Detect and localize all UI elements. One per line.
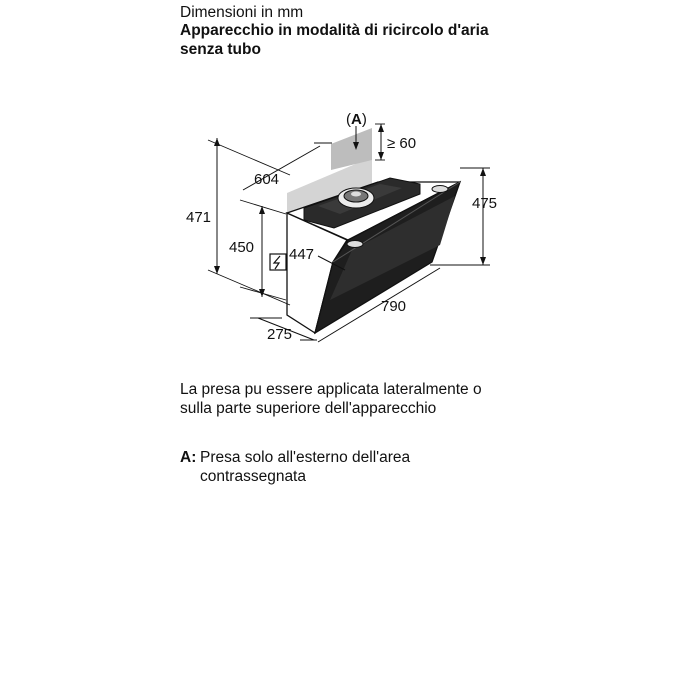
units-caption: Dimensioni in mm	[180, 4, 304, 21]
callout-a: (A)	[346, 111, 367, 128]
socket-note-line1: La presa pu essere applicata lateralmente o	[180, 381, 482, 398]
top-clip	[432, 186, 448, 193]
mode-title-line2: senza tubo	[180, 41, 261, 58]
mode-title	[180, 21, 680, 59]
legend-text-line1: Presa solo all'esterno dell'area	[200, 449, 411, 466]
legend-key: A:	[180, 449, 197, 466]
dim-depth-side: 447	[289, 246, 315, 263]
legend	[180, 448, 680, 486]
dim-height-total: 471	[186, 209, 212, 226]
mode-title-line1: Apparecchio in modalità di ricircolo d'aria	[180, 22, 489, 39]
dim-depth-bottom: 275	[267, 326, 293, 343]
dim-width-top: 604	[254, 171, 280, 188]
dim-height-right: 475	[472, 195, 498, 212]
dim-clearance: ≥ 60	[387, 135, 417, 152]
fan-icon	[338, 188, 374, 208]
socket-note-line2: sulla parte superiore dell'apparecchio	[180, 400, 437, 417]
dim-length-front: 790	[381, 298, 407, 315]
front-clip	[347, 241, 363, 248]
legend-text-line2: contrassegnata	[200, 468, 306, 485]
legend-row-a	[180, 448, 680, 486]
socket-note	[180, 380, 680, 418]
legend-text	[200, 448, 410, 486]
power-socket-icon	[270, 254, 286, 270]
dim-height-front: 450	[229, 239, 255, 256]
